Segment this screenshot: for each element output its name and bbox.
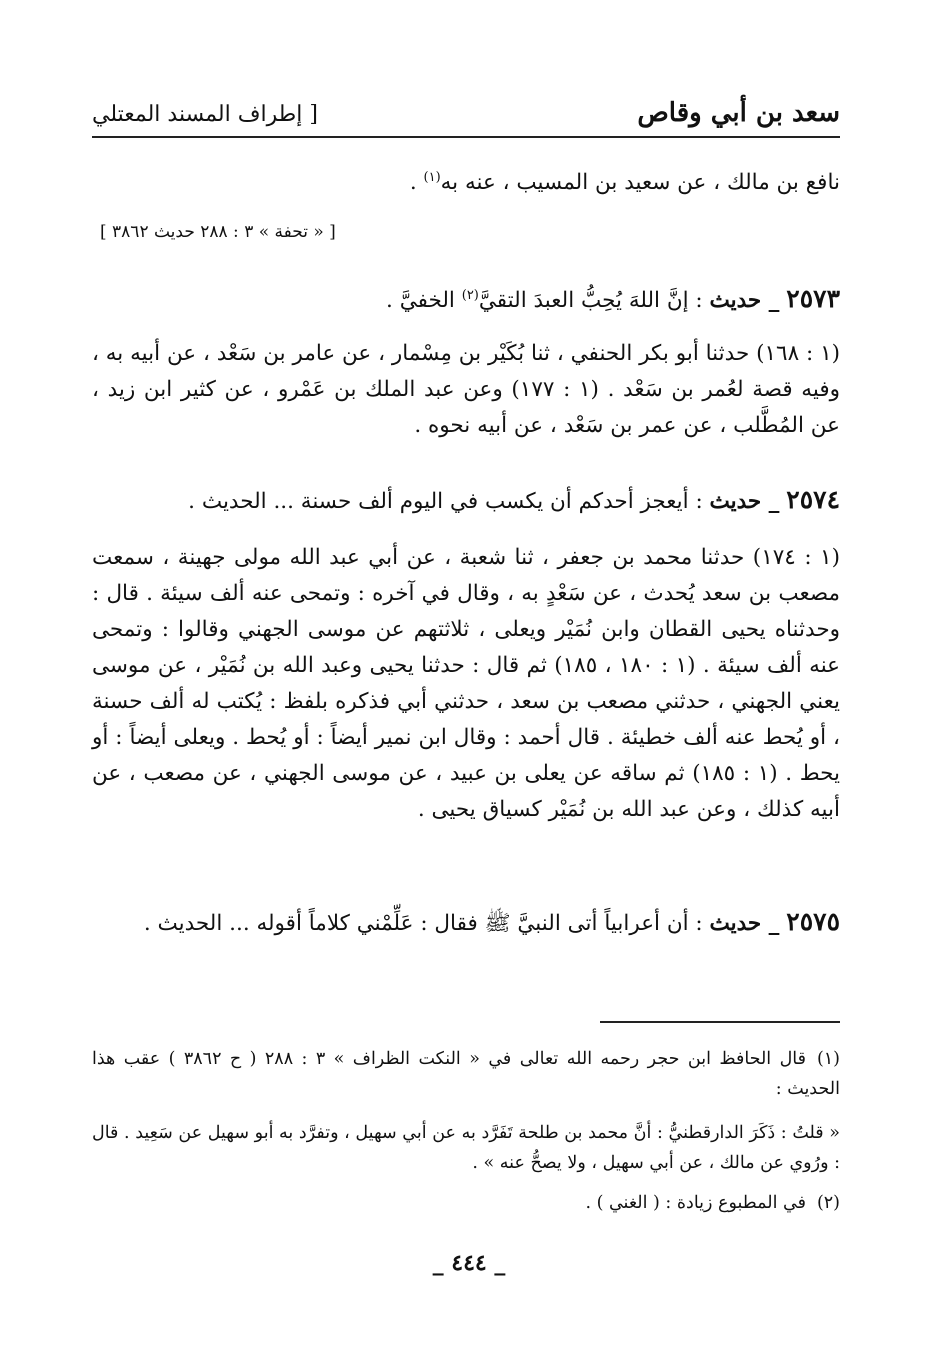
page-number: _ ٤٤٤ _	[432, 1250, 506, 1276]
hadith-text: : أن أعرابياً أتى النبيَّ ﷺ فقال : عَلِّمْني كلاماً أقوله ... الحديث .	[143, 911, 710, 936]
intro-end: .	[409, 170, 424, 196]
footnote-mark-2: (٢)	[461, 288, 479, 303]
header-chapter-title: سعد بن أبي وقاص	[637, 98, 840, 128]
footnote-1-quote: « قلتُ : ذَكَرَ الدارقطنيُّ : أنَّ محمد بن طلحة تَفَرَّد به عن أبي سهيل ، وتفرَّد به أبو سهيل عن سَعِيد . قال : ورُوي عن مالك ، عن أبي سهيل ، ولا يصحُّ عنه » .	[92, 1123, 840, 1173]
hadith-number: ٢٥٧٥	[786, 907, 840, 936]
running-header	[92, 96, 840, 138]
hadith-2575-heading	[92, 904, 840, 942]
hadith-label: _ حديث	[709, 288, 780, 314]
footnote-mark-1: (١)	[423, 170, 441, 185]
header-book-title: [ إطراف المسند المعتلي	[92, 102, 318, 127]
hadith-2574-heading	[92, 482, 840, 520]
hadith-label: _ حديث	[709, 489, 780, 514]
hadith-2573-heading	[92, 278, 840, 319]
footnote-separator	[600, 1021, 840, 1023]
intro-text: نافع بن مالك ، عن سعيد بن المسيب ، عنه به	[440, 170, 840, 196]
hadith-2574-sources: (١ : ١٧٤) حدثنا محمد بن جعفر ، ثنا شعبة ، عن أبي عبد الله مولى جهينة ، سمعت مصعب بن سعد يُحدث ، عن سَعْدٍ به ، وقال في آخره : وتمحى عنه ألف سيئة . قال : وحدثناه يحيى القطان وابن نُمَيْر ويعلى ، ثلاثتهم عن موسى الجهني وقالوا : وتمحى عنه ألف سيئة . (١ : ١٨٠ ، ١٨٥) ثم قال : حدثنا يحيى وعبد الله بن نُمَيْر ، عن موسى يعني الجهني ، حدثني مصعب بن سعد ، حدثني أبي فذكره بلفظ : يُكتب له ألف حسنة ، أو يُحط عنه ألف خطيئة . قال أحمد : وقال ابن نمير أيضاً : أو يُحط . ويعلى أيضاً : أو يحط . (١ : ١٨٥) ثم ساقه عن يعلى بن عبيد ، عن موسى الجهني ، عن مصعب ، عن أبيه كذلك ، وعن عبد الله بن نُمَيْر كسياق يحيى .	[92, 545, 841, 822]
hadith-number: ٢٥٧٤	[786, 485, 840, 514]
hadith-text: : أيعجز أحدكم أن يكسب في اليوم ألف حسنة ... الحديث .	[188, 489, 710, 514]
hadith-text: : إنَّ اللهَ يُحِبُّ العبدَ التقيَّ	[478, 288, 710, 314]
footnote-text: في المطبوع زيادة : ( الغني ) .	[585, 1193, 806, 1213]
hadith-number: ٢٥٧٣	[786, 284, 840, 314]
footnote-number: (١)	[816, 1049, 840, 1069]
footnote-text: قال الحافظ ابن حجر رحمه الله تعالى في « النكت الظراف » ٣ : ٢٨٨ ( ح ٣٨٦٢ ) عقب هذا الحديث :	[92, 1049, 840, 1099]
footnote-2	[92, 1188, 840, 1218]
tuhfa-reference: [ « تحفة » ٣ : ٢٨٨ حديث ٣٨٦٢ ]	[100, 222, 336, 242]
footnote-1	[92, 1044, 840, 1104]
hadith-label: _ حديث	[709, 911, 780, 936]
hadith-2573-sources: (١ : ١٦٨) حدثنا أبو بكر الحنفي ، ثنا بُكَيْر بن مِسْمار ، عن عامر بن سَعْد ، عن أبيه به ، وفيه قصة لعُمر بن سَعْد . (١ : ١٧٧) وعن عبد الملك بن عَمْرو ، عن كثير ابن زيد ، عن المُطَّلب ، عن عمر بن سَعْد ، عن أبيه نحوه .	[92, 341, 841, 438]
intro-line	[92, 160, 840, 201]
footnote-number: (٢)	[816, 1193, 840, 1213]
hadith-text-end: الخفيَّ .	[386, 288, 462, 314]
